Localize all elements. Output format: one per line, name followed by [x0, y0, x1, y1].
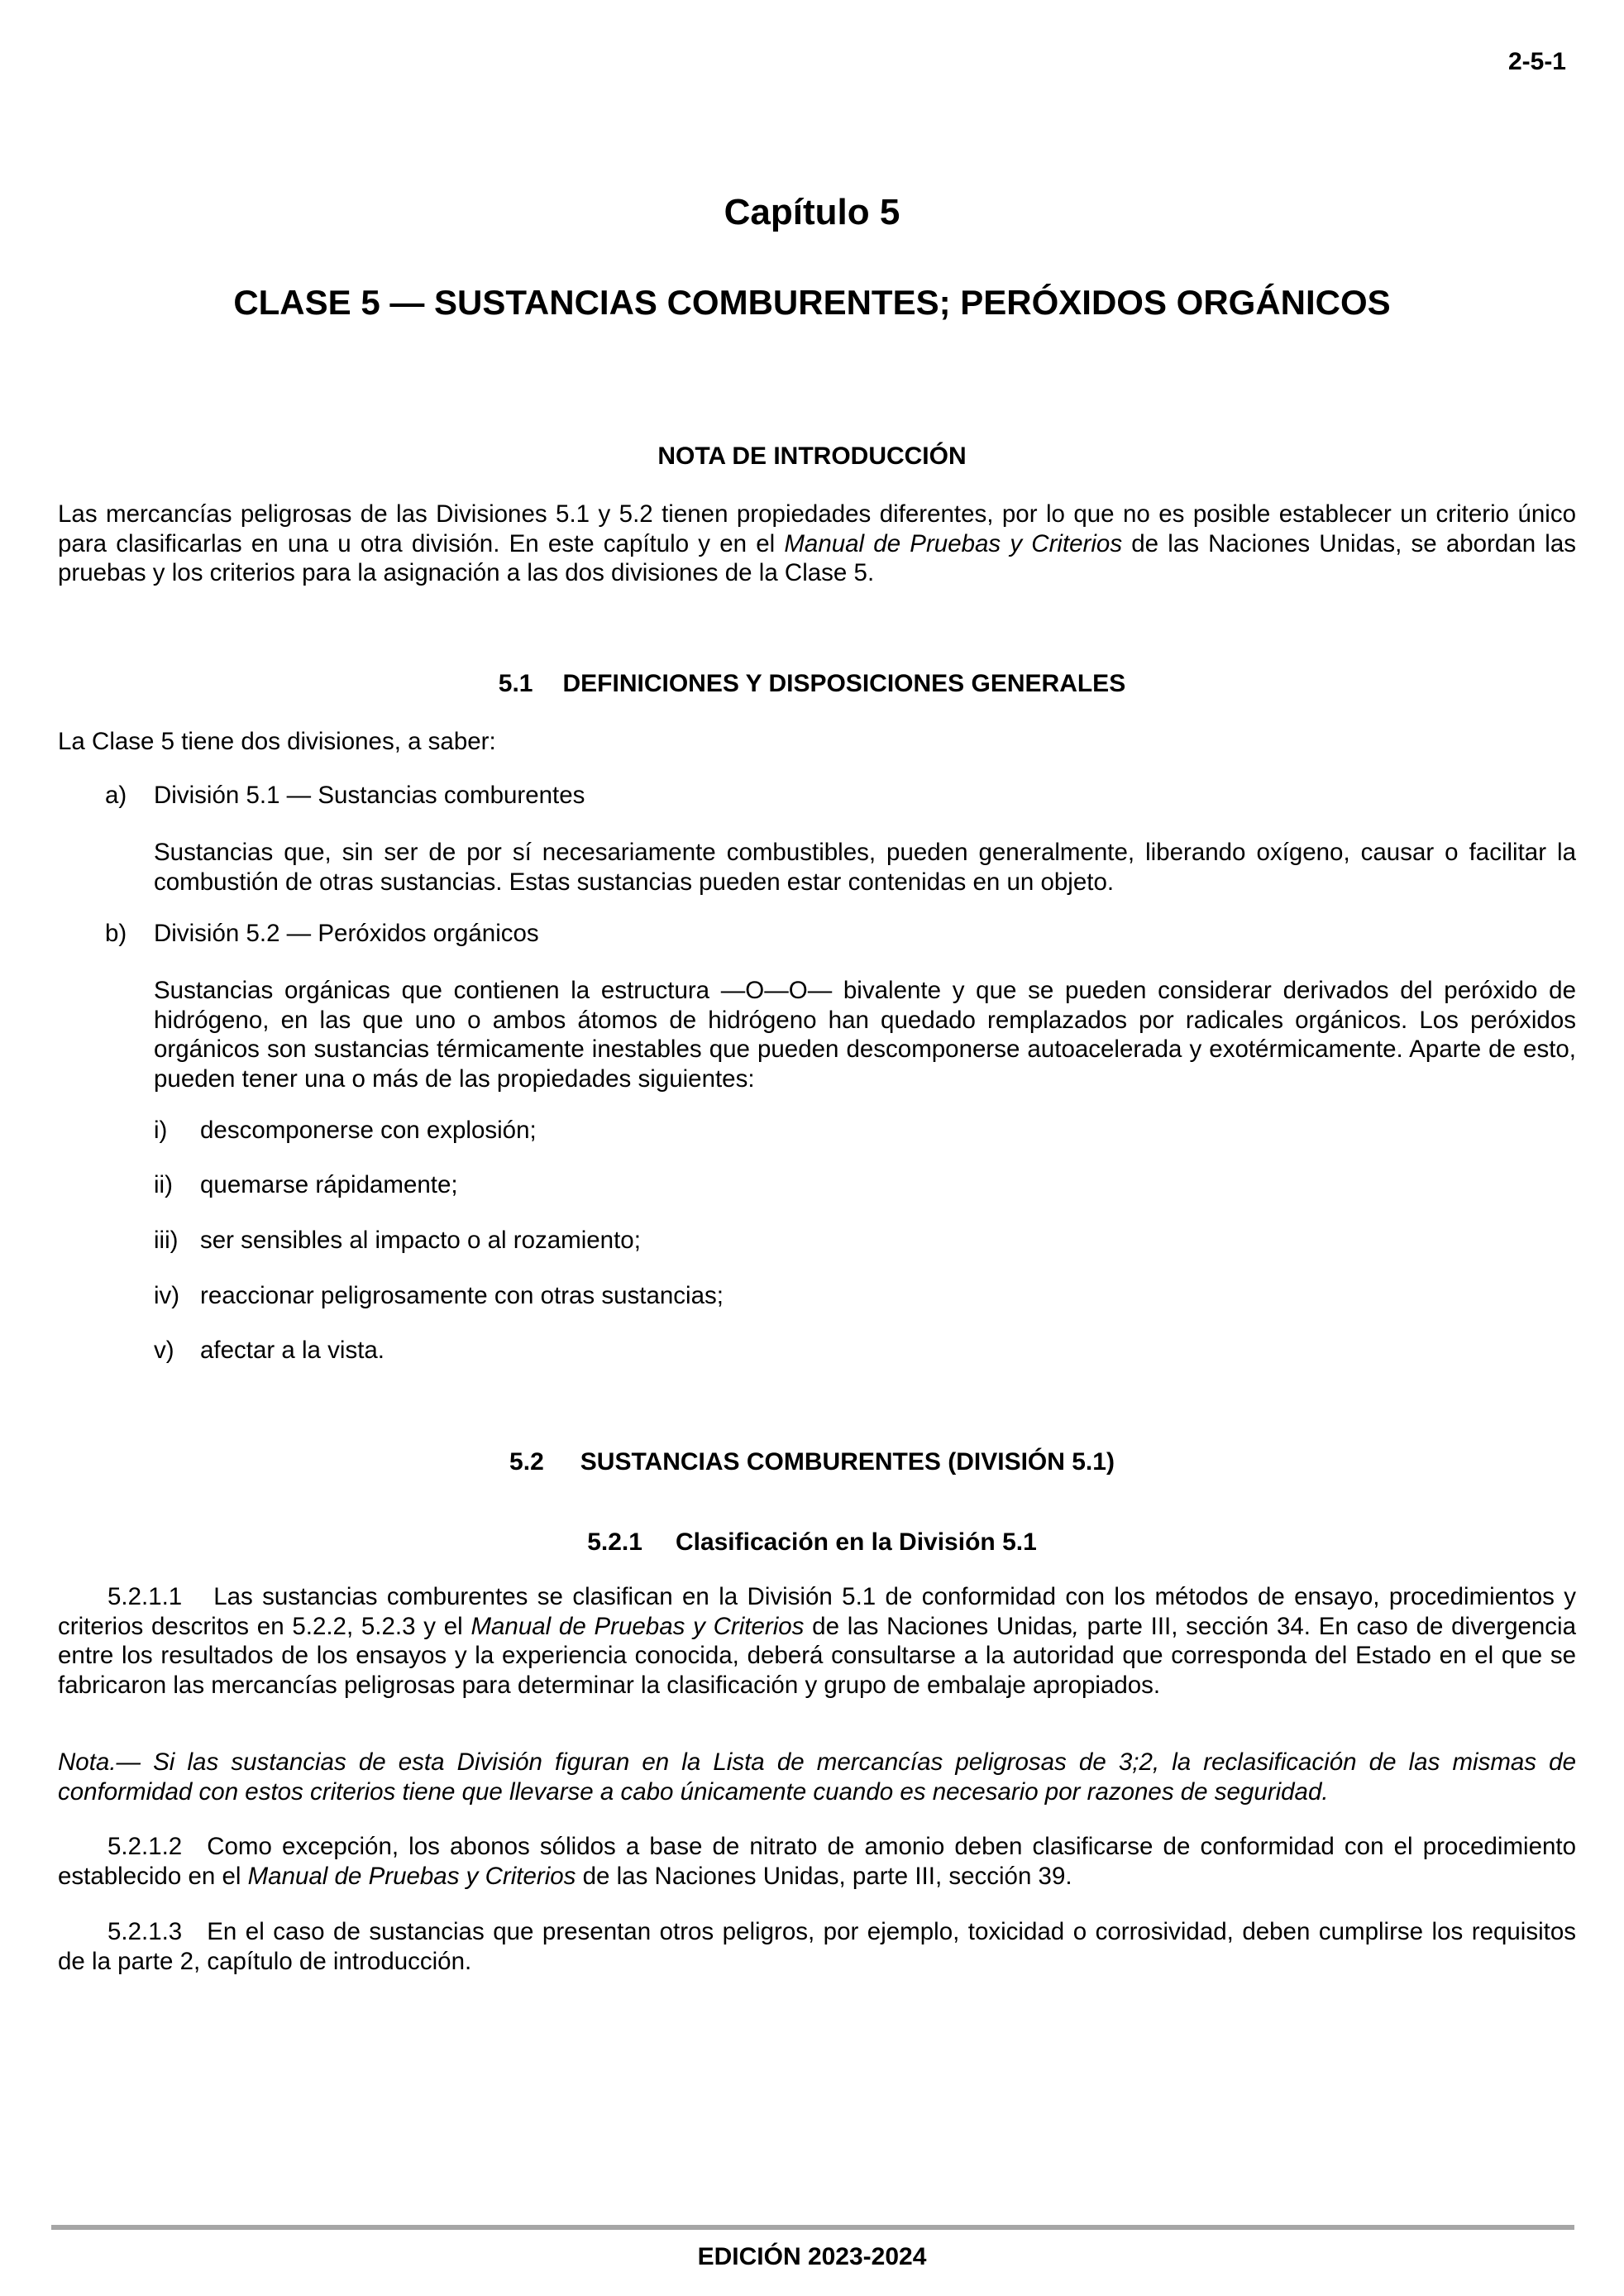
- paragraph-5-2-1-3-number: 5.2.1.3: [107, 1918, 183, 1945]
- intro-text-b: de las Naciones Unidas, se abordan las pruebas y los criterios para la asignación a las dos divisiones de la Clase 5.: [58, 529, 1576, 586]
- subitem-iv-mark: iv): [154, 1282, 180, 1309]
- section-5-2-title: SUSTANCIAS COMBURENTES (DIVISIÓN 5.1): [580, 1448, 1115, 1476]
- paragraph-5-2-1-2-text-a: Como excepción, los abonos sólidos a base de nitrato de amonio deben clasificarse de conformidad con el procedimiento establecido en el: [58, 1833, 1576, 1890]
- item-b-mark: b): [105, 920, 127, 947]
- subsection-5-2-1-heading: [0, 1528, 1624, 1557]
- paragraph-5-2-1-3: [58, 1917, 1576, 1976]
- section-5-1-number: 5.1: [498, 670, 533, 697]
- paragraph-5-2-1-1: [58, 1582, 1576, 1700]
- subitem-iii-text: ser sensibles al impacto o al rozamiento;: [200, 1227, 641, 1254]
- subitem-iii-mark: iii): [154, 1227, 179, 1254]
- section-5-1-title: DEFINICIONES Y DISPOSICIONES GENERALES: [562, 670, 1126, 697]
- section-5-2-heading: [0, 1448, 1624, 1476]
- paragraph-5-2-1-1-comma: ,: [1072, 1612, 1079, 1640]
- chapter-label: Capítulo 5: [724, 192, 900, 232]
- section-5-1-heading: [0, 670, 1624, 698]
- item-a-mark: a): [105, 782, 127, 809]
- note: Nota.— Si las sustancias de esta División figuran en la Lista de mercancías peligrosas de 3;2, la reclasificación de las mismas de conformidad con estos criterios tiene que llevarse a cabo únicamente cuando es necesario por razones de seguridad.: [58, 1748, 1576, 1806]
- intro-text-italic: Manual de Pruebas y Criterios: [784, 529, 1123, 557]
- subitem-v-mark: v): [154, 1337, 174, 1364]
- intro-text-a: Las mercancías peligrosas de las Divisiones 5.1 y 5.2 tienen propiedades diferentes, por lo que no es posible establecer un criterio único para clasificarlas en una u otra división. En este capítulo y en el: [58, 500, 1576, 557]
- subsection-5-2-1-number: 5.2.1: [587, 1528, 642, 1556]
- item-b-text: Sustancias orgánicas que contienen la estructura —O—O— bivalente y que se pueden considerar derivados del peróxido de hidrógeno, en las que uno o ambos átomos de hidrógeno han quedado remplazados por radicales orgánicos. Los peróxidos orgánicos son sustancias térmicamente inestables que pueden descomponerse autoacelerada y exotérmicamente. Aparte de esto, pueden tener una o más de las propiedades siguientes:: [154, 977, 1576, 1093]
- subitem-ii-text: quemarse rápidamente;: [200, 1171, 458, 1198]
- subitem-i-mark: i): [154, 1117, 168, 1144]
- chapter-title: CLASE 5 — SUSTANCIAS COMBURENTES; PERÓXIDOS ORGÁNICOS: [233, 283, 1391, 322]
- paragraph-5-2-1-3-text: En el caso de sustancias que presentan otros peligros, por ejemplo, toxicidad o corrosividad, deben cumplirse los requisitos de la parte 2, capítulo de introducción.: [58, 1918, 1576, 1975]
- paragraph-5-2-1-1-text-b: de las Naciones Unidas: [804, 1612, 1072, 1640]
- intro-paragraph: [58, 500, 1576, 588]
- section-5-1-lead: La Clase 5 tiene dos divisiones, a saber:: [58, 728, 496, 755]
- item-b-title: División 5.2 — Peróxidos orgánicos: [154, 920, 539, 947]
- section-5-2-number: 5.2: [509, 1448, 544, 1476]
- intro-heading: NOTA DE INTRODUCCIÓN: [657, 442, 967, 470]
- page-number: 2-5-1: [1507, 48, 1566, 75]
- paragraph-5-2-1-2-text-b: de las Naciones Unidas, parte III, sección 39.: [576, 1862, 1072, 1890]
- subitem-ii-mark: ii): [154, 1171, 173, 1198]
- subsection-5-2-1-title: Clasificación en la División 5.1: [675, 1528, 1037, 1556]
- paragraph-5-2-1-1-text-a: Las sustancias comburentes se clasifican en la División 5.1 de conformidad con los métodos de ensayo, procedimientos y criterios descritos en 5.2.2, 5.2.3 y el: [58, 1583, 1576, 1640]
- paragraph-5-2-1-2-number: 5.2.1.2: [107, 1833, 183, 1860]
- paragraph-5-2-1-2-italic: Manual de Pruebas y Criterios: [247, 1862, 576, 1890]
- footer-edition: EDICIÓN 2023-2024: [697, 2243, 927, 2270]
- item-a-text: Sustancias que, sin ser de por sí necesariamente combustibles, pueden generalmente, liberando oxígeno, causar o facilitar la combustión de otras sustancias. Estas sustancias pueden estar contenidas en un objeto.: [154, 839, 1576, 896]
- paragraph-5-2-1-1-number: 5.2.1.1: [107, 1583, 183, 1610]
- paragraph-5-2-1-1-text-c: parte III, sección 34. En caso de divergencia entre los resultados de los ensayos y la experiencia conocida, deberá consultarse a la autoridad que corresponda del Estado en el que se fabricaron las mercancías peligrosas para determinar la clasificación y grupo de embalaje apropiados.: [58, 1612, 1576, 1699]
- subitem-i-text: descomponerse con explosión;: [200, 1117, 537, 1144]
- paragraph-5-2-1-2: [58, 1832, 1576, 1891]
- footer-rule: [51, 2225, 1574, 2230]
- subitem-iv-text: reaccionar peligrosamente con otras sustancias;: [200, 1282, 724, 1309]
- item-a-title: División 5.1 — Sustancias comburentes: [154, 782, 585, 809]
- subitem-v-text: afectar a la vista.: [200, 1337, 385, 1364]
- paragraph-5-2-1-1-italic: Manual de Pruebas y Criterios: [470, 1612, 805, 1640]
